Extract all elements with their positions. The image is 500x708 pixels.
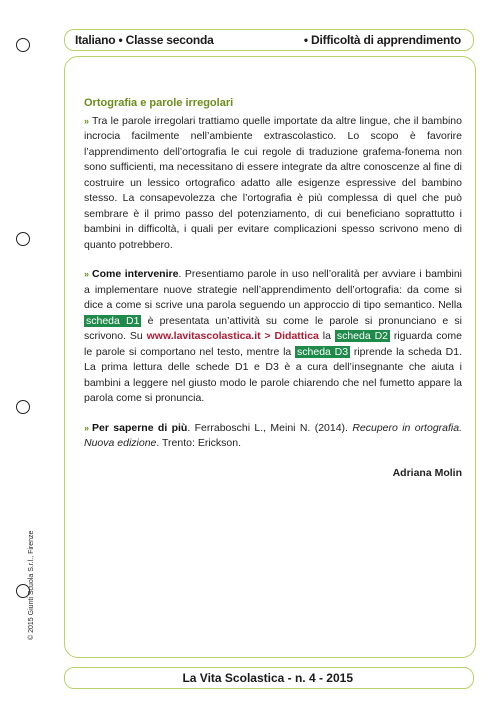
page-footer (64, 667, 474, 689)
references-text-a: . Ferraboschi L., Meini N. (2014). (187, 421, 353, 434)
binder-hole-1 (16, 38, 30, 52)
author-name: Adriana Molin (392, 466, 462, 479)
footer-publication: La Vita Scolastica - n. 4 - 2015 (182, 671, 353, 685)
bullet-icon: » (84, 422, 90, 433)
intro-paragraph (84, 114, 462, 254)
references-text-b: . Trento: Erickson. (156, 437, 242, 449)
page-header (64, 29, 474, 51)
references-lead: Per saperne di più (92, 421, 188, 434)
book-title: Recupero in ortografia. Nuova edizione (84, 421, 462, 449)
article-title: Ortografia e parole irregolari (84, 97, 234, 109)
binder-hole-2 (16, 232, 30, 246)
scheda-d2-link[interactable]: scheda D2 (336, 330, 389, 342)
bullet-icon: » (84, 115, 90, 126)
intro-text: Tra le parole irregolari trattiamo quelle importate da altre lingue, che il bambino incrocia facilmente nell’ambiente extrascolastico. Lo scopo è favorire l’apprendimento dell’ortografia le cui regole di traduzione grafema-fonema non sono sufficienti, ma necessitano di essere integrate da altre conoscenze al fine di costruire un lessico ortografico adatto alle esigenze espressive del bambino stesso. La consapevolezza che l’ortografia è più complessa di quel che può sembrare è il primo passo del potenziamento, di cui beneficiano soprattutto i bambini in difficoltà, i quali per evitare complicazioni spesso scrivono meno di quanto potrebbero. (84, 114, 462, 251)
header-subject: Italiano • Classe seconda (75, 33, 214, 47)
intervention-lead: Come intervenire (92, 268, 179, 280)
intervention-text-b: è presentata un’attività su come le parole si pronunciano e si scrivono. Su (84, 314, 462, 342)
intervention-text-e: riprende la scheda D1. La prima lettura delle schede D1 e D3 è a cura dell’insegnante che aiuta i bambini a leggere nel giusto modo le parole chiarendo che nel fumetto appare la parola come si pronuncia. (84, 345, 462, 404)
intervention-paragraph (84, 267, 462, 407)
website-link[interactable]: www.lavitascolastica.it > Didattica (146, 330, 319, 342)
bullet-icon: » (84, 269, 90, 279)
intervention-text-a: . Presentiamo parole in uso nell’oralità per avviare i bambini a implementare nuove strategie nell’apprendimento dell’ortografia: da come si dice a come si scrive una parola seguendo un approccio di tipo semantico. Nella (84, 268, 462, 311)
copyright-note: © 2015 Giunti Scuola S.r.l., Firenze (28, 530, 35, 640)
intervention-text-d: riguarda come le parole si comportano nel testo, mentre la (84, 330, 462, 358)
binder-hole-3 (16, 400, 30, 414)
intervention-text-c: la (318, 330, 335, 342)
references-paragraph (84, 421, 462, 452)
scheda-d3-link[interactable]: scheda D3 (297, 345, 349, 358)
article-body (84, 96, 462, 481)
header-topic: • Difficoltà di apprendimento (303, 33, 461, 47)
scheda-d1-link[interactable]: scheda D1 (86, 314, 140, 327)
